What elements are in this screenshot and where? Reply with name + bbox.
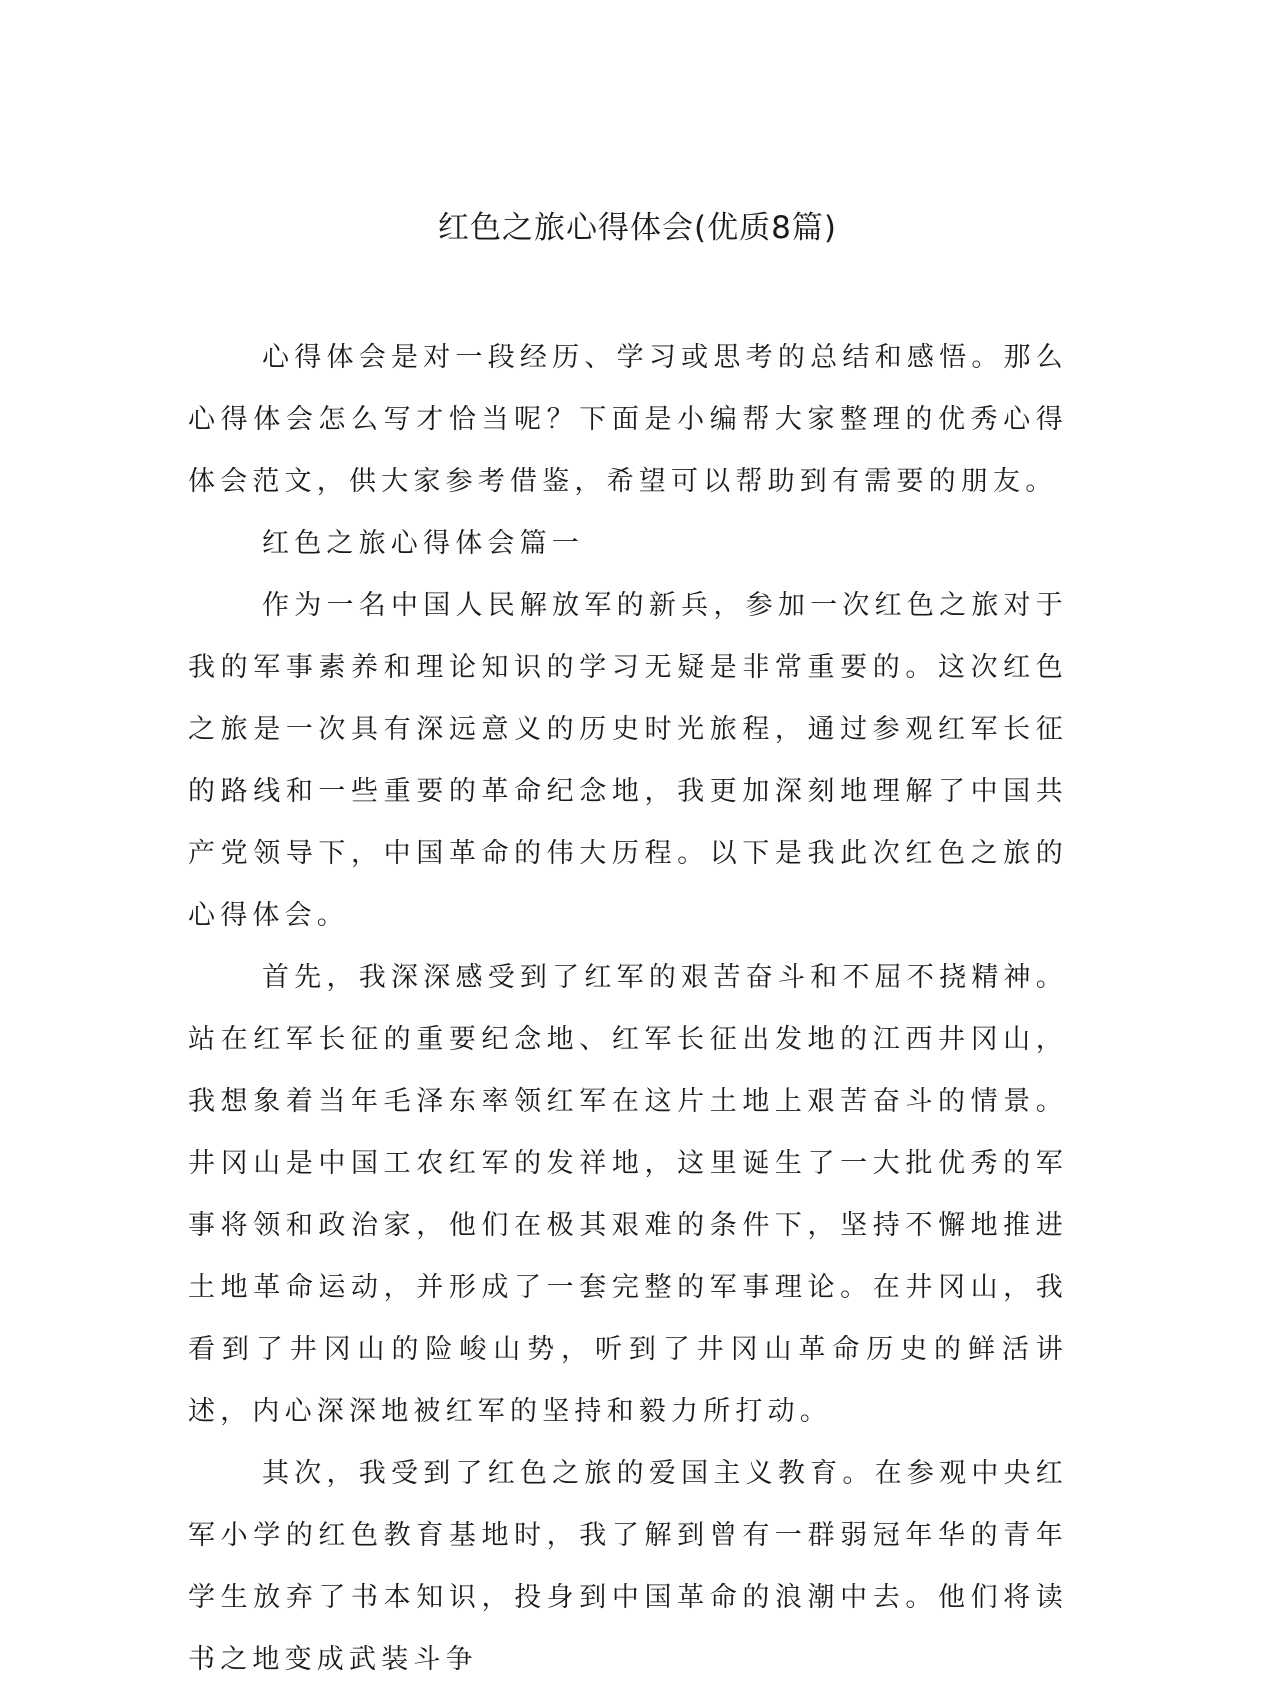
section-heading: 红色之旅心得体会篇一 — [262, 528, 584, 559]
intro-paragraph: 心得体会是对一段经历、学习或思考的总结和感悟。那么心得体会怎么写才恰当呢？下面是小编帮大家整理的优秀心得体会范文，供大家参考借鉴，希望可以帮助到有需要的朋友。 — [188, 342, 1068, 497]
body-paragraph: 其次，我受到了红色之旅的爱国主义教育。在参观中央红军小学的红色教育基地时，我了解到曾有一群弱冠年华的青年学生放弃了书本知识，投身到中国革命的浪潮中去。他们将读书之地变成武装斗争 — [188, 1458, 1068, 1675]
body-paragraph: 首先，我深深感受到了红军的艰苦奋斗和不屈不挠精神。站在红军长征的重要纪念地、红军长征出发地的江西井冈山，我想象着当年毛泽东率领红军在这片土地上艰苦奋斗的情景。井冈山是中国工农红军的发祥地，这里诞生了一大批优秀的军事将领和政治家，他们在极其艰难的条件下，坚持不懈地推进土地革命运动，并形成了一套完整的军事理论。在井冈山，我看到了井冈山的险峻山势，听到了井冈山革命历史的鲜活讲述，内心深深地被红军的坚持和毅力所打动。 — [188, 962, 1068, 1427]
document-title: 红色之旅心得体会(优质8篇) — [438, 210, 837, 246]
body-paragraph: 作为一名中国人民解放军的新兵，参加一次红色之旅对于我的军事素养和理论知识的学习无疑是非常重要的。这次红色之旅是一次具有深远意义的历史时光旅程，通过参观红军长征的路线和一些重要的革命纪念地，我更加深刻地理解了中国共产党领导下，中国革命的伟大历程。以下是我此次红色之旅的心得体会。 — [188, 590, 1068, 931]
document-body — [188, 327, 1068, 1691]
